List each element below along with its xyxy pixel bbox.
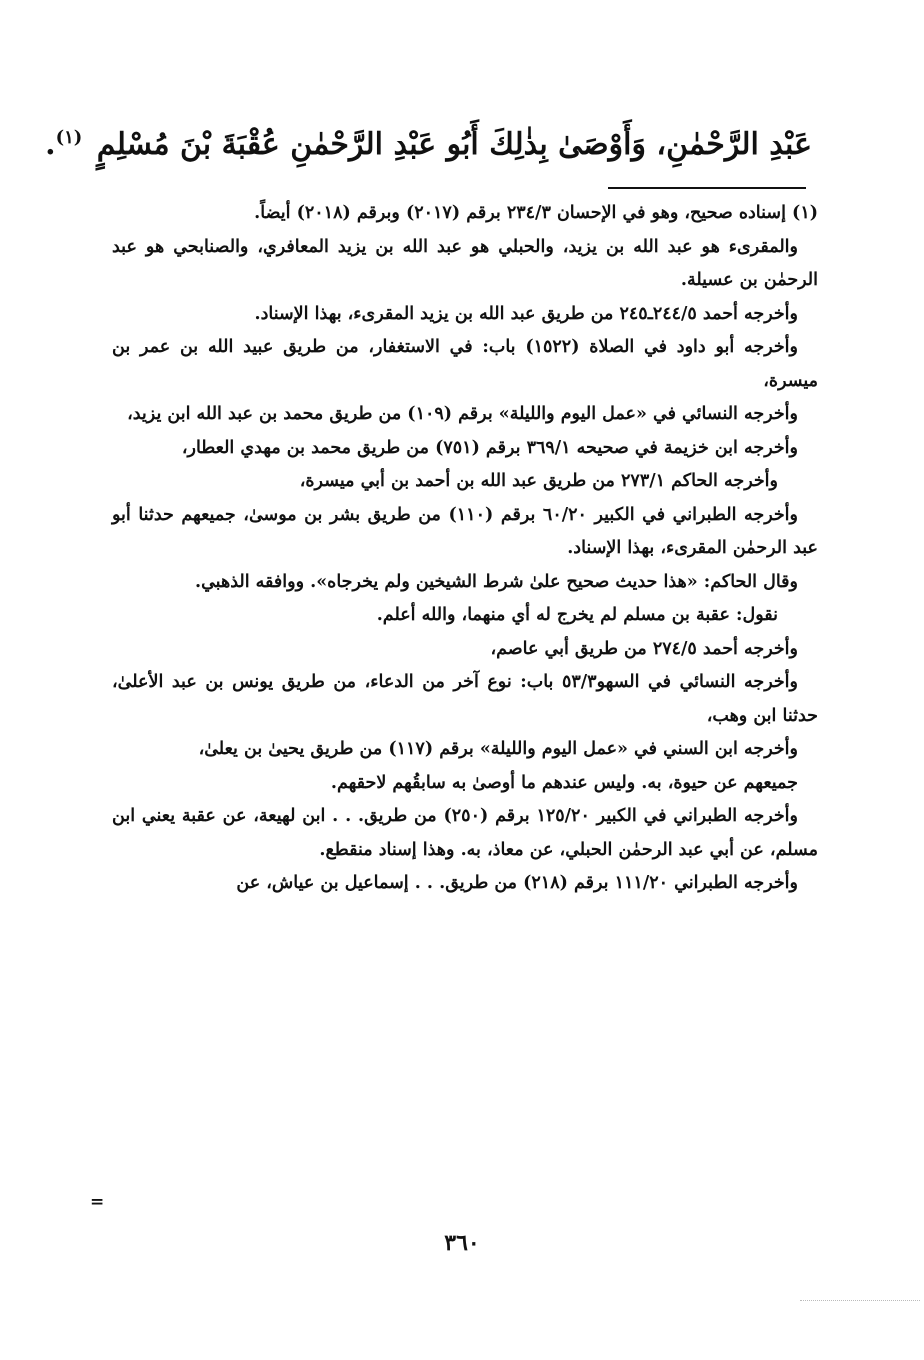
footnote-paragraph: وأخرجه الطبراني في الكبير ٦٠/٢٠ برقم (١١٠) من طريق بشر بن موسىٰ، جميعهم حدثنا أبو عبد الرحمٰن المقرىء، بهذا الإسناد. <box>112 504 818 558</box>
footnote-divider <box>608 187 806 189</box>
footnote-paragraph: وأخرجه ابن خزيمة في صحيحه ٣٦٩/١ برقم (٧٥١) من طريق محمد بن مهدي العطار، <box>181 437 798 458</box>
footnote-paragraph: وأخرجه الطبراني ١١١/٢٠ برقم (٢١٨) من طريق. . . إسماعيل بن عياش، عن <box>236 873 798 893</box>
footnote-paragraph: نقول: عقبة بن مسلم لم يخرج له أي منهما، والله أعلم. <box>376 605 778 625</box>
main-text-end: . <box>45 127 56 162</box>
footnote-paragraph: وأخرجه أحمد ٢٤٤/٥ـ٢٤٥ من طريق عبد الله بن يزيد المقرىء، بهذا الإسناد. <box>254 303 798 324</box>
footnotes <box>112 197 818 901</box>
footnote-paragraph: وأخرجه أبو داود في الصلاة (١٥٢٢) باب: في الاستغفار، من طريق عبيد الله بن عمر بن ميسرة، <box>112 337 818 391</box>
main-text-body: عَبْدِ الرَّحْمٰنِ، وَأَوْصَىٰ بِذٰلِكَ أَبُو عَبْدِ الرَّحْمٰنِ عُقْبَةَ بْنَ مُسْلِمٍ <box>96 127 812 162</box>
footnote-paragraph: جميعهم عن حيوة، به. وليس عندهم ما أوصىٰ به سابقُهم لاحقهم. <box>330 772 798 793</box>
footnote-1: (١) إسناده صحيح، وهو في الإحسان ٢٣٤/٣ برقم (٢٠١٧) وبرقم (٢٠١٨) أيضاً. <box>254 203 818 223</box>
footnote-paragraph: وأخرجه ابن السني في «عمل اليوم والليلة» برقم (١١٧) من طريق يحيىٰ بن يعلىٰ، <box>198 739 798 759</box>
footnote-paragraph: وأخرجه أحمد ٢٧٤/٥ من طريق أبي عاصم، <box>490 638 798 659</box>
footnote-paragraph: وأخرجه النسائي في «عمل اليوم والليلة» برقم (١٠٩) من طريق محمد بن عبد الله ابن يزيد، <box>127 404 798 424</box>
footnote-paragraph: وأخرجه الحاكم ٢٧٣/١ من طريق عبد الله بن أحمد بن أبي ميسرة، <box>299 471 778 491</box>
page-number: ٣٦٠ <box>444 1230 480 1256</box>
footnote-paragraph: وأخرجه النسائي في السهو٥٣/٣ باب: نوع آخر من الدعاء، من طريق يونس بن عبد الأعلىٰ، حدثنا ابن وهب، <box>112 672 818 726</box>
footnote-paragraph: وقال الحاكم: «هذا حديث صحيح علىٰ شرط الشيخين ولم يخرجاه». ووافقه الذهبي. <box>195 571 798 592</box>
footnote-paragraph: وأخرجه الطبراني في الكبير ١٢٥/٢٠ برقم (٢٥٠) من طريق. . . ابن لهيعة، عن عقبة يعني ابن مسلم، عن أبي عبد الرحمٰن الحبلي، عن معاذ، به. وهذا إسناد منقطع. <box>112 806 818 860</box>
main-text <box>45 112 812 171</box>
footnote-paragraph: والمقرىء هو عبد الله بن يزيد، والحبلي هو عبد الله بن يزيد المعافري، والصنابحي هو عبد الرحمٰن بن عسيلة. <box>112 236 818 290</box>
footnote-reference: (١) <box>55 127 83 148</box>
scan-edge-line <box>800 1300 920 1301</box>
continuation-mark: = <box>90 1192 105 1212</box>
